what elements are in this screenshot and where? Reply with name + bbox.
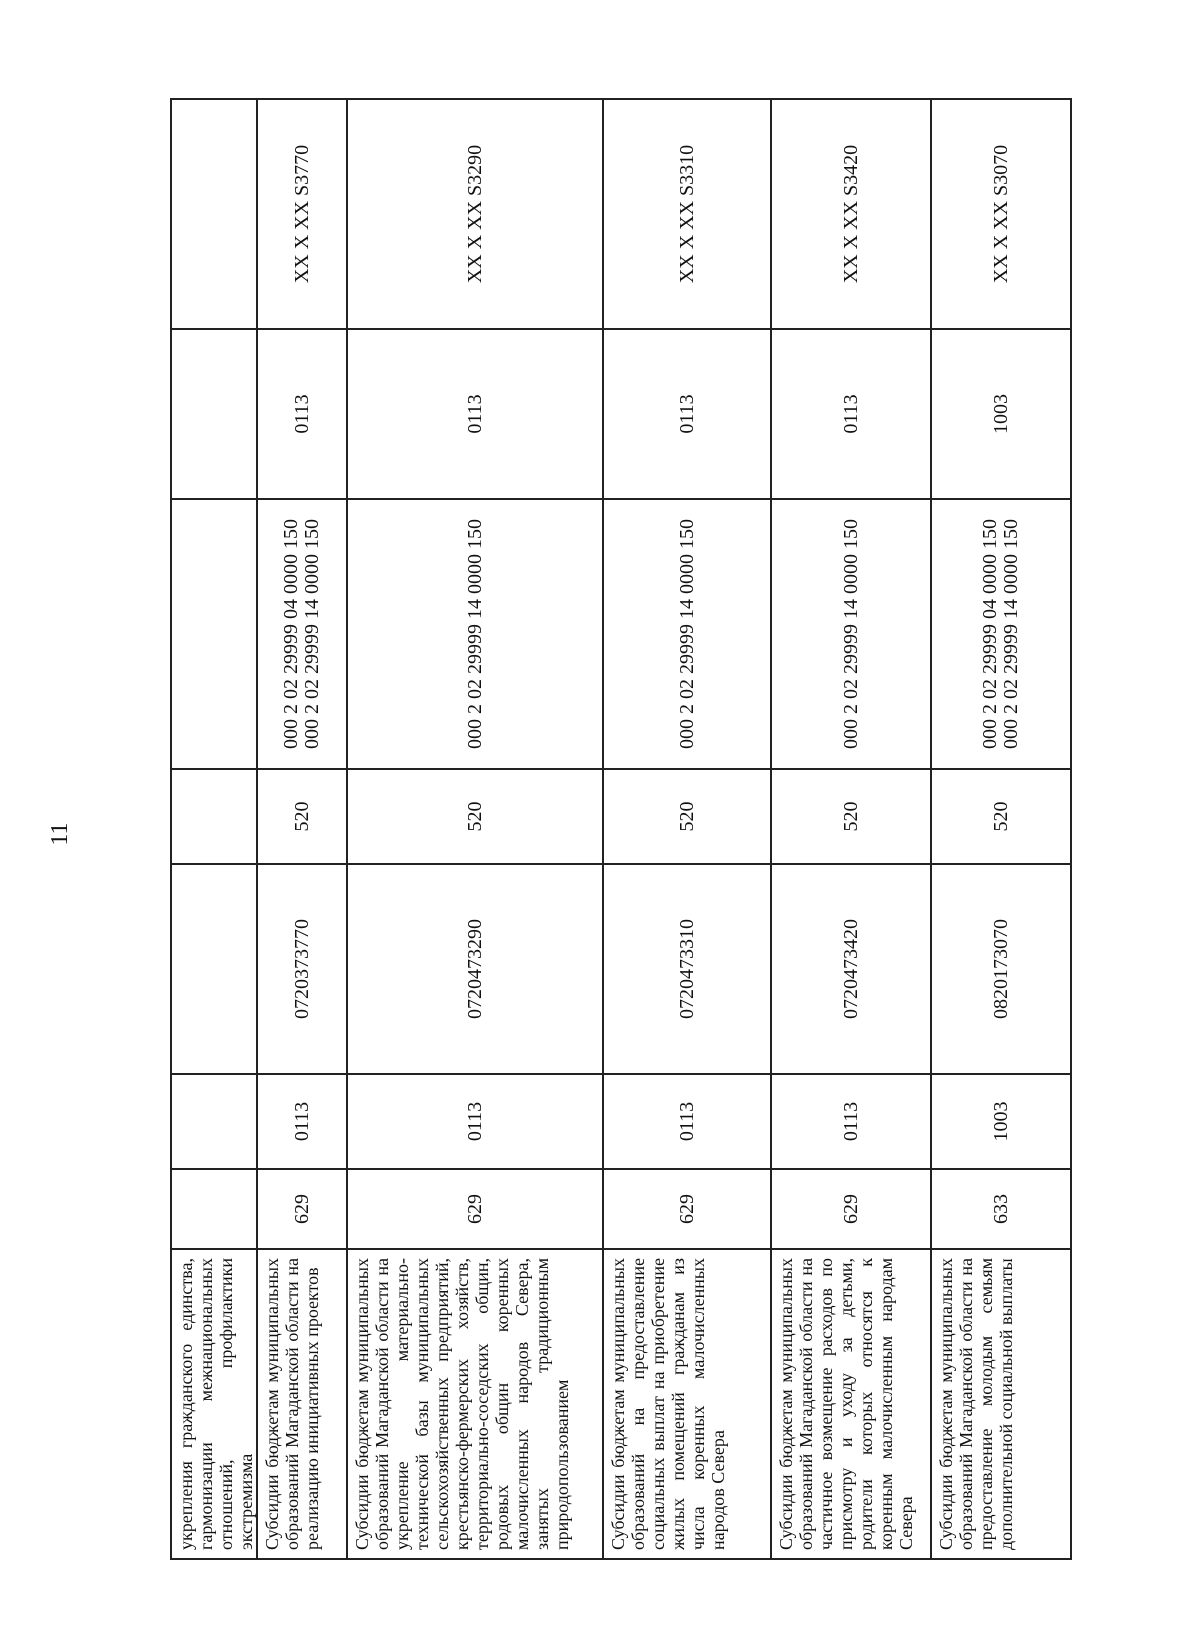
row-section-2: 0113 xyxy=(347,329,603,499)
table-row xyxy=(257,99,347,1559)
row-section: 1003 xyxy=(931,1074,1071,1169)
row-section: 0113 xyxy=(347,1074,603,1169)
row-expense-type: 520 xyxy=(257,769,347,864)
kbk-line: 000 2 02 29999 14 0000 150 xyxy=(463,519,486,749)
kbk-line: 000 2 02 29999 14 0000 150 xyxy=(301,519,323,749)
row-target-2: XX X XX S3070 xyxy=(931,99,1071,329)
row-kbk xyxy=(931,499,1071,769)
row-description: Субсидии бюджетам муниципальных образований Магаданской области на реализацию инициативных проектов xyxy=(257,1249,347,1559)
row-expense-type: 520 xyxy=(931,769,1071,864)
row-grbs: 629 xyxy=(257,1169,347,1249)
row-section-2: 0113 xyxy=(257,329,347,499)
table-row xyxy=(171,99,257,1559)
row-kbk xyxy=(347,499,603,769)
kbk-line: 000 2 02 29999 04 0000 150 xyxy=(280,519,302,749)
kbk-line: 000 2 02 29999 14 0000 150 xyxy=(1000,519,1022,749)
row-grbs: 629 xyxy=(603,1169,771,1249)
table-row xyxy=(603,99,771,1559)
subsidies-table xyxy=(170,98,1072,1560)
row-target-2: XX X XX S3290 xyxy=(347,99,603,329)
row-section: 0113 xyxy=(257,1074,347,1169)
row-target-2: XX X XX S3310 xyxy=(603,99,771,329)
row-target: 0820173070 xyxy=(931,864,1071,1074)
row-kbk xyxy=(771,499,931,769)
row-grbs xyxy=(171,1169,257,1249)
row-section-2 xyxy=(171,329,257,499)
row-description: Субсидии бюджетам муниципальных образований Магаданской области на укрепление материально-технической базы муниципальных сельскохозяйственных предприятий, крестьянско-фермерских хозяйств, территориально-соседских общин, родовых общин коренных малочисленных народов Севера, занятых традиционным природопользованием xyxy=(347,1249,603,1559)
row-section-2: 1003 xyxy=(931,329,1071,499)
kbk-line: 000 2 02 29999 14 0000 150 xyxy=(675,519,698,749)
row-expense-type: 520 xyxy=(603,769,771,864)
row-kbk xyxy=(603,499,771,769)
row-target: 0720473420 xyxy=(771,864,931,1074)
row-target: 0720473310 xyxy=(603,864,771,1074)
row-grbs: 629 xyxy=(347,1169,603,1249)
table-row xyxy=(931,99,1071,1559)
row-description: Субсидии бюджетам муниципальных образований Магаданской области на предоставление молодым семьям дополнительной социальной выплаты xyxy=(931,1249,1071,1559)
row-description: укрепления гражданского единства, гармонизации межнациональных отношений, профилактики экстремизма xyxy=(171,1249,257,1559)
row-kbk xyxy=(257,499,347,769)
row-target-2 xyxy=(171,99,257,329)
row-section: 0113 xyxy=(603,1074,771,1169)
row-target: 0720473290 xyxy=(347,864,603,1074)
row-expense-type: 520 xyxy=(347,769,603,864)
row-kbk xyxy=(171,499,257,769)
row-section: 0113 xyxy=(771,1074,931,1169)
table-row xyxy=(347,99,603,1559)
row-description: Субсидии бюджетам муниципальных образований на предоставление социальных выплат на приобретение жилых помещений гражданам из числа коренных малочисленных народов Севера xyxy=(603,1249,771,1559)
kbk-line: 000 2 02 29999 14 0000 150 xyxy=(839,519,862,749)
row-target-2: XX X XX S3420 xyxy=(771,99,931,329)
page-number: 11 xyxy=(47,822,73,846)
kbk-line: 000 2 02 29999 04 0000 150 xyxy=(979,519,1001,749)
table-row xyxy=(771,99,931,1559)
rotated-table-frame xyxy=(170,100,1070,1560)
row-grbs: 629 xyxy=(771,1169,931,1249)
row-description: Субсидии бюджетам муниципальных образований Магаданской области на частичное возмещение расходов по присмотру и уходу за детьми, родители которых относятся к коренным малочисленным народам Севера xyxy=(771,1249,931,1559)
row-expense-type xyxy=(171,769,257,864)
row-section-2: 0113 xyxy=(771,329,931,499)
row-expense-type: 520 xyxy=(771,769,931,864)
row-grbs: 633 xyxy=(931,1169,1071,1249)
row-target: 0720373770 xyxy=(257,864,347,1074)
row-section-2: 0113 xyxy=(603,329,771,499)
row-target xyxy=(171,864,257,1074)
row-section xyxy=(171,1074,257,1169)
table-container xyxy=(170,100,1070,1560)
row-target-2: XX X XX S3770 xyxy=(257,99,347,329)
